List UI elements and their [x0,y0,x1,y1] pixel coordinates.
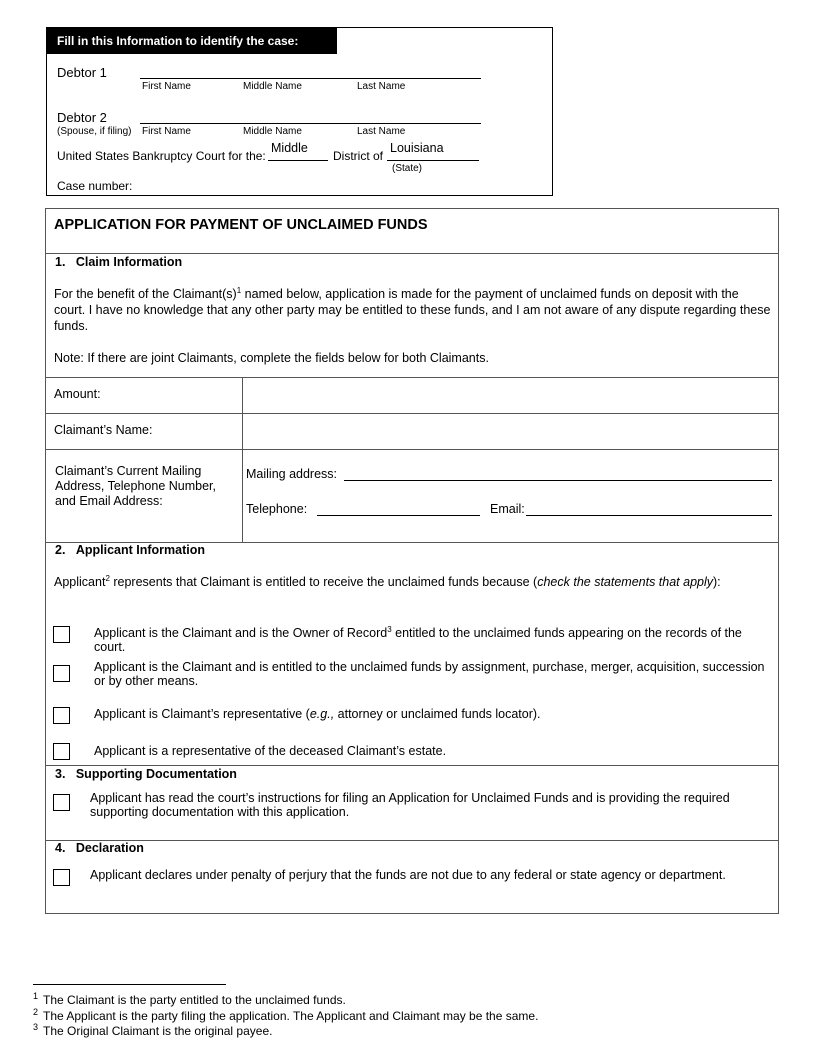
mailing-info-label: Claimant’s Current Mailing Address, Telephone Number, and Email Address: [55,464,216,508]
divider [46,840,778,841]
checkbox-supporting-documentation[interactable] [53,794,70,811]
amount-field[interactable] [244,378,778,412]
section3-title: 3. Supporting Documentation [55,767,237,781]
district-field-line [268,160,328,161]
section2-paragraph: Applicant$^2$ represents that Claimant is entitled to receive the unclaimed funds because (check the statements that apply): [54,573,721,589]
debtor2-middle-name-label: Middle Name [243,126,302,137]
divider [46,765,778,766]
option-representative: Applicant is Claimant’s representative (e.g., attorney or unclaimed funds locator). [94,707,541,721]
state-label: (State) [392,163,423,174]
spouse-label: (Spouse, if filing) [57,126,132,137]
application-form [45,208,779,914]
email-field[interactable] [526,515,772,516]
footnote-ref-3: 3 [387,624,392,634]
footnote-ref-2: 2 [105,573,110,583]
checkbox-declaration[interactable] [53,869,70,886]
supporting-documentation-text: Applicant has read the court’s instructions for filing an Application for Unclaimed Funds and is providing the required supporting documentation with this application. [90,791,730,819]
debtor1-label: Debtor 1 [57,65,107,80]
email-label: Email: [490,502,525,516]
section1-title: 1. Claim Information [55,255,183,269]
declaration-text: Applicant declares under penalty of perjury that the funds are not due to any federal or state agency or department. [90,868,726,882]
case-info-header: Fill in this Information to identify the case: [47,28,337,54]
debtor1-middle-name-label: Middle Name [243,81,302,92]
column-divider [242,377,243,542]
footnote-1: $^1$ The Claimant is the party entitled to the unclaimed funds. [33,991,346,1007]
section4-title: 4. Declaration [55,841,144,855]
debtor1-last-name-label: Last Name [357,81,406,92]
footnote-ref-1: 1 [236,285,242,295]
footnote-2: $^2$ The Applicant is the party filing the application. The Applicant and Claimant may be the same. [33,1007,539,1023]
section1-paragraph: For the benefit of the $Claimant(s)^1$ named below, application is made for the payment of unclaimed funds on deposit with the court. I have no knowledge that any other party may be entitled to these funds, and I am not aware of any dispute regarding these funds. [54,285,771,333]
option-assignment: Applicant is the Claimant and is entitled to the unclaimed funds by assignment, purchase, merger, acquisition, succession or by other means. [94,660,765,688]
telephone-field[interactable] [317,515,480,516]
district-of-label: District of [333,149,384,163]
divider [46,253,778,254]
divider [46,449,778,450]
state-value[interactable]: Louisiana [390,141,444,155]
debtor2-label: Debtor 2 [57,110,107,125]
section2-title: 2. Applicant Information [55,543,206,557]
option-estate-representative: Applicant is a representative of the deceased Claimant’s estate. [94,744,447,758]
mailing-address-label: Mailing address: [246,467,338,481]
case-info-box [46,27,553,196]
district-value[interactable]: Middle [271,141,308,155]
footnote-3: $^3$ The Original Claimant is the original payee. [33,1022,273,1038]
debtor2-first-name-label: First Name [142,126,191,137]
state-field-line [387,160,479,161]
claimant-name-label: Claimant’s Name: [54,423,153,437]
checkbox-assignment[interactable] [53,665,70,682]
amount-label: Amount: [54,387,101,401]
case-number-label: Case number: [57,179,133,193]
form-title: APPLICATION FOR PAYMENT OF UNCLAIMED FUNDS [54,217,428,233]
checkbox-representative[interactable] [53,707,70,724]
option-owner-of-record: Applicant is the Claimant and is the Owner of Record$^3$ entitled to the unclaimed funds appearing on the records of the court. [94,624,742,654]
claimant-name-field[interactable] [244,414,778,448]
debtor2-last-name-label: Last Name [357,126,406,137]
footnote-separator [33,984,226,985]
debtor1-name-field[interactable] [140,78,481,79]
debtor2-name-field[interactable] [140,123,481,124]
mailing-address-field[interactable] [344,480,772,481]
debtor1-first-name-label: First Name [142,81,191,92]
checkbox-estate-representative[interactable] [53,743,70,760]
checkbox-owner-of-record[interactable] [53,626,70,643]
court-label: United States Bankruptcy Court for the: [57,149,266,163]
telephone-label: Telephone: [246,502,308,516]
section1-note: Note: If there are joint Claimants, complete the fields below for both Claimants. [54,351,489,365]
